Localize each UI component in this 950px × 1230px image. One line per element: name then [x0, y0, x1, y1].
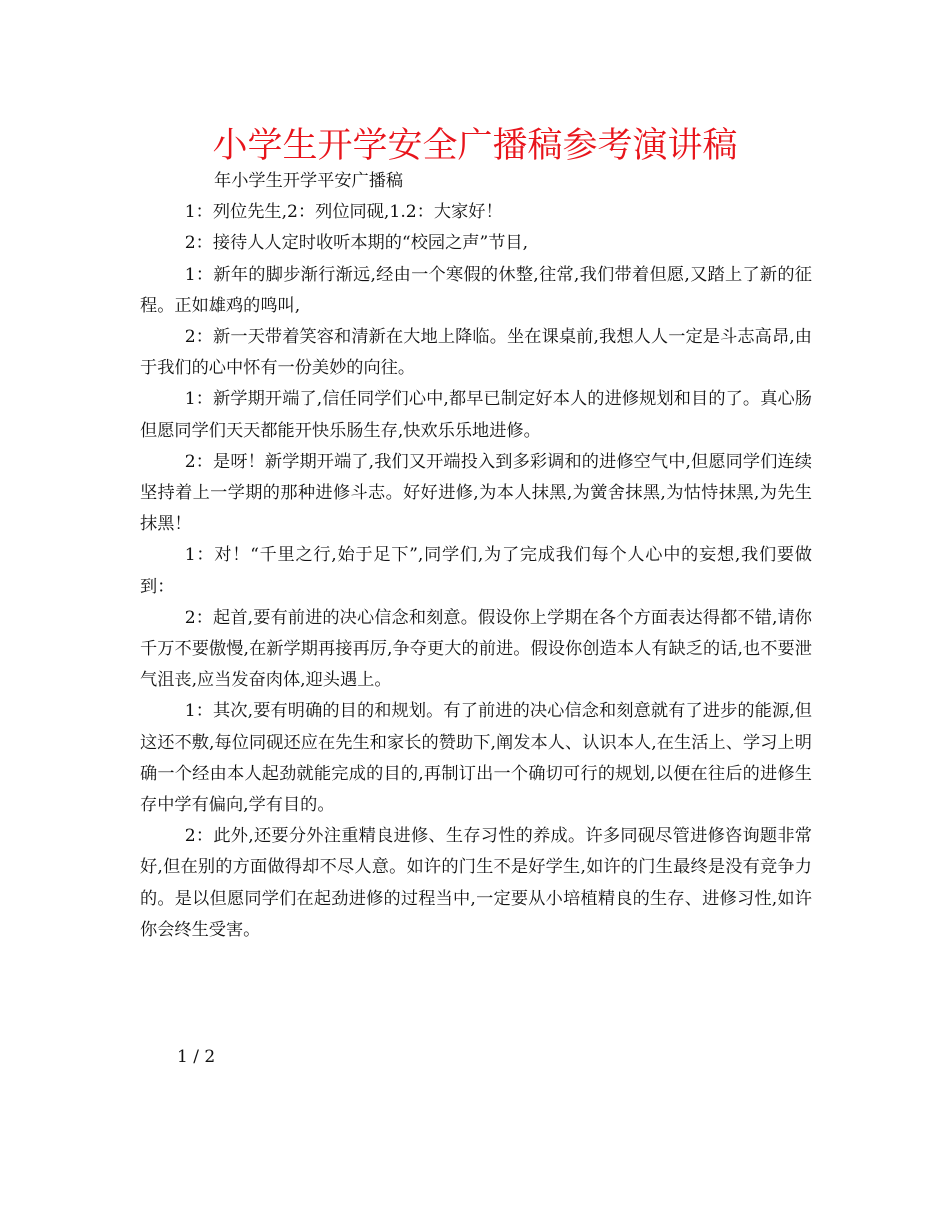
- page-number: 1 / 2: [177, 1047, 216, 1067]
- paragraph: 1：新学期开端了,信任同学们心中,都早已制定好本人的进修规划和目的了。真心肠但愿同学们天天都能开快乐肠生存,快欢乐乐地进修。: [140, 389, 812, 441]
- paragraph: 2：接待人人定时收听本期的“校园之声”节目,: [184, 233, 529, 254]
- paragraph: 1：列位先生,2：列位同砚,1.2：大家好！: [184, 202, 503, 223]
- document-body: [140, 166, 812, 946]
- paragraph: 1：对！“千里之行,始于足下”,同学们,为了完成我们每个人心中的妄想,我们要做到：: [140, 545, 812, 597]
- paragraph: 2：新一天带着笑容和清新在大地上降临。坐在课桌前,我想人人一定是斗志高昂,由于我们的心中怀有一份美妙的向往。: [140, 327, 812, 379]
- paragraph: 2：起首,要有前进的决心信念和刻意。假设你上学期在各个方面表达得都不错,请你千万不要傲慢,在新学期再接再厉,争夺更大的前进。假设你创造本人有缺乏的话,也不要泄气沮丧,应当发奋肉体,迎头遇上。: [140, 607, 812, 691]
- paragraph: 2：是呀！新学期开端了,我们又开端投入到多彩调和的进修空气中,但愿同学们连续坚持着上一学期的那种进修斗志。好好进修,为本人抹黑,为黉舍抹黑,为怙恃抹黑,为先生抹黑！: [140, 451, 812, 535]
- paragraph: 2：此外,还要分外注重精良进修、生存习性的养成。许多同砚尽管进修咨询题非常好,但在别的方面做得却不尽人意。如许的门生不是好学生,如许的门生最终是没有竞争力的。是以但愿同学们在起劲进修的过程当中,一定要从小培植精良的生存、进修习性,如许你会终生受害。: [140, 826, 812, 940]
- paragraph: 1：新年的脚步渐行渐远,经由一个寒假的休整,往常,我们带着但愿,又踏上了新的征程。正如雄鸡的鸣叫,: [140, 264, 812, 316]
- document-subtitle: 年小学生开学平安广播稿: [214, 171, 404, 191]
- paragraph: 1：其次,要有明确的目的和规划。有了前进的决心信念和刻意就有了进步的能源,但这还不敷,每位同砚还应在先生和家长的赞助下,阐发本人、认识本人,在生活上、学习上明确一个经由本人起劲就能完成的目的,再制订出一个确切可行的规划,以便在往后的进修生存中学有偏向,学有目的。: [140, 701, 812, 816]
- document-title: 小学生开学安全广播稿参考演讲稿: [212, 126, 738, 166]
